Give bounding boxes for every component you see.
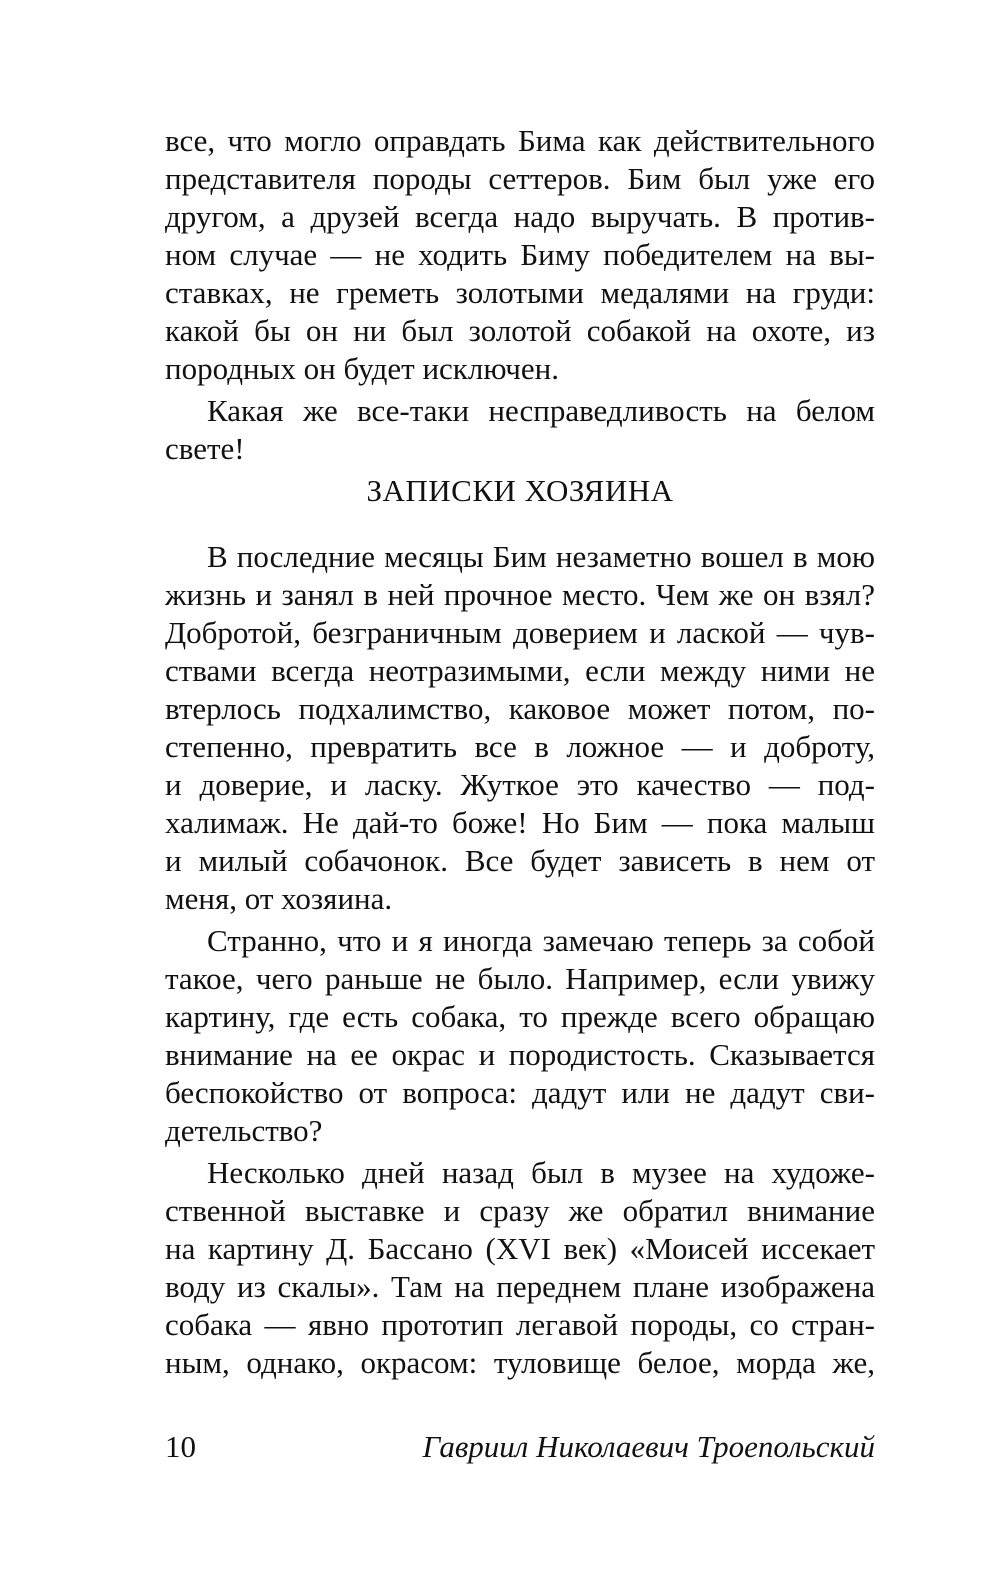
text-line: ствами всегда неотразимыми, если между ними не (165, 653, 875, 688)
text-line: Добротой, безграничным доверием и лаской — чув- (165, 615, 875, 650)
text-line: втерлось подхалимство, каковое может потом, по- (165, 691, 875, 726)
page-footer (165, 1428, 875, 1466)
text-line: картину, где есть собака, то прежде всего обращаю (165, 999, 875, 1034)
text-line: Какая же все-таки несправедливость на белом (207, 393, 875, 428)
text-line: собака — явно прототип легавой породы, со стран- (165, 1307, 875, 1342)
page-number: 10 (165, 1429, 196, 1464)
text-line: ным, однако, окрасом: туловище белое, морда же, (165, 1345, 875, 1380)
text-line: ном случае — не ходить Биму победителем на вы- (165, 237, 875, 272)
text-line: меня, от хозяина. (165, 881, 393, 916)
text-line: какой бы он ни был золотой собакой на охоте, из (165, 313, 875, 348)
paragraph-injustice (165, 392, 875, 468)
section-heading: ЗАПИСКИ ХОЗЯИНА (366, 473, 674, 508)
text-line: свете! (165, 431, 245, 466)
paragraph-strange-habit (165, 922, 875, 1150)
text-line: породных он будет исключен. (165, 351, 559, 386)
text-line: Странно, что и я иногда замечаю теперь за собой (207, 923, 875, 958)
text-line: воду из скалы». Там на переднем плане изображена (165, 1269, 875, 1304)
text-line: беспокойство от вопроса: дадут или не дадут сви- (165, 1075, 875, 1110)
paragraph-museum-visit (165, 1154, 875, 1382)
page-body (165, 122, 875, 1382)
text-line: такое, чего раньше не было. Например, если увижу (165, 961, 875, 996)
text-line: степенно, превратить все в ложное — и доброту, (165, 729, 875, 764)
text-line: и доверие, и ласку. Жуткое это качество — под- (165, 767, 875, 802)
paragraph-continuation (165, 122, 875, 388)
running-title-author: Гавриил Николаевич Троепольский (422, 1429, 875, 1464)
text-line: другом, а друзей всегда надо выручать. В против- (165, 199, 875, 234)
text-line: ственной выставке и сразу же обратил внимание (165, 1193, 875, 1228)
text-line: на картину Д. Бассано (XVI век) «Моисей иссекает (165, 1231, 875, 1266)
text-line: жизнь и занял в ней прочное место. Чем же он взял? (165, 577, 875, 612)
text-line: все, что могло оправдать Бима как действительного (165, 123, 875, 158)
text-line: детельство? (165, 1113, 323, 1148)
text-line: внимание на ее окрас и породистость. Сказывается (165, 1037, 875, 1072)
text-line: В последние месяцы Бим незаметно вошел в мою (207, 539, 875, 574)
text-line: представителя породы сеттеров. Бим был уже его (165, 161, 875, 196)
text-line: халимаж. Не дай-то боже! Но Бим — пока малыш (165, 805, 875, 840)
paragraph-bim-entered-life (165, 538, 875, 918)
text-line: и милый собачонок. Все будет зависеть в нем от (165, 843, 875, 878)
text-line: Несколько дней назад был в музее на художе- (207, 1155, 875, 1190)
text-line: ставках, не греметь золотыми медалями на груди: (165, 275, 875, 310)
